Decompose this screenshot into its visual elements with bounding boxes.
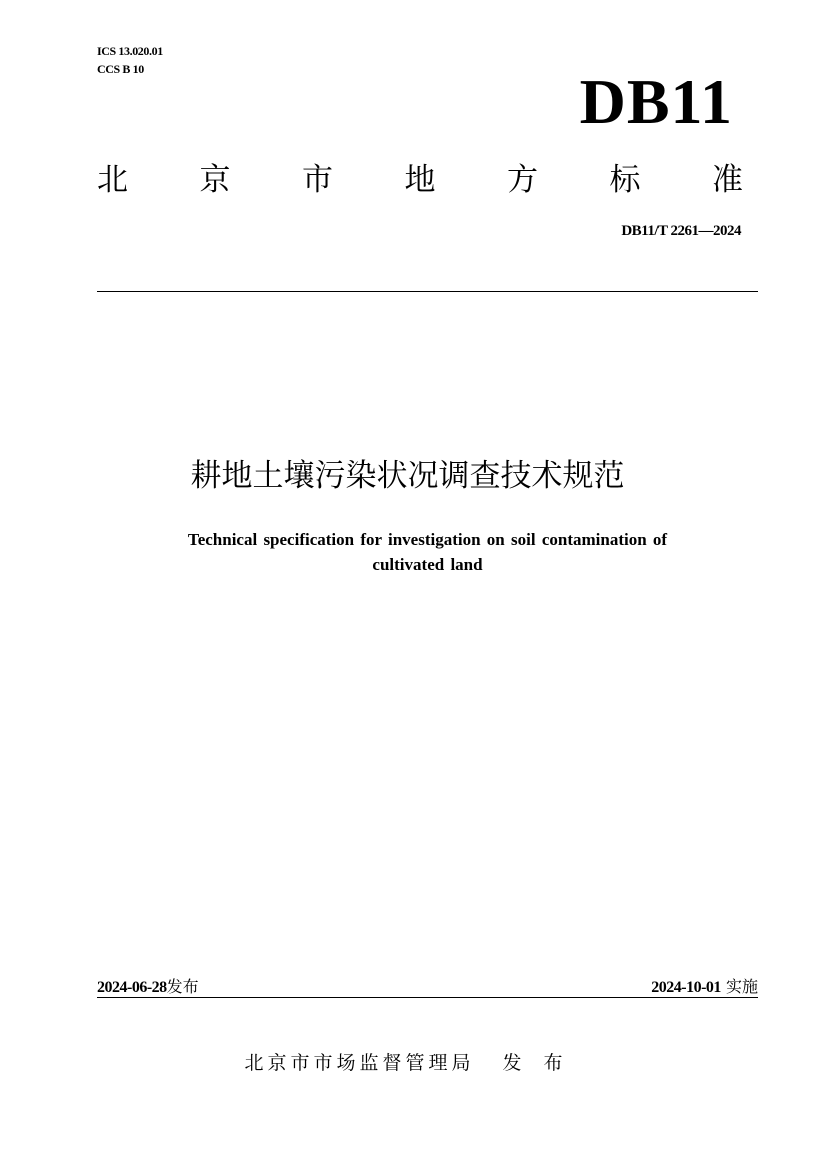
footer-divider [97, 997, 758, 998]
standard-type-char: 市 [302, 162, 333, 198]
standard-number: DB11/T 2261—2024 [621, 223, 741, 239]
issue-date: 2024-06-28 [97, 979, 167, 996]
title-chinese: 耕地土壤污染状况调查技术规范 [190, 458, 625, 494]
db11-logo: DB11 [579, 66, 733, 137]
implement-date-group [651, 976, 758, 999]
standard-type-char: 北 [97, 162, 128, 198]
implement-date: 2024-10-01 [651, 979, 721, 996]
implement-label: 实施 [725, 977, 758, 996]
classification-codes [97, 42, 163, 78]
ics-code: ICS 13.020.01 [97, 44, 163, 58]
issue-date-group [97, 976, 199, 999]
issue-label: 发布 [166, 977, 199, 996]
standard-type-char: 方 [507, 162, 538, 198]
publisher-line [0, 1049, 815, 1077]
standard-type-heading [97, 158, 743, 202]
standard-type-char: 京 [199, 162, 231, 198]
date-row [97, 976, 758, 999]
standard-type-char: 准 [712, 162, 743, 198]
title-english-line2: cultivated land [372, 555, 483, 574]
standard-type-char: 地 [404, 162, 436, 198]
publisher-organization: 北京市市场监督管理局 [244, 1052, 475, 1074]
title-english [97, 527, 758, 577]
ccs-code: CCS B 10 [97, 62, 144, 76]
title-english-line1: Technical specification for investigation on soil contamination of [187, 530, 668, 549]
standard-type-char: 标 [609, 162, 641, 198]
publish-label: 发 布 [502, 1052, 571, 1074]
header-divider [97, 291, 758, 292]
